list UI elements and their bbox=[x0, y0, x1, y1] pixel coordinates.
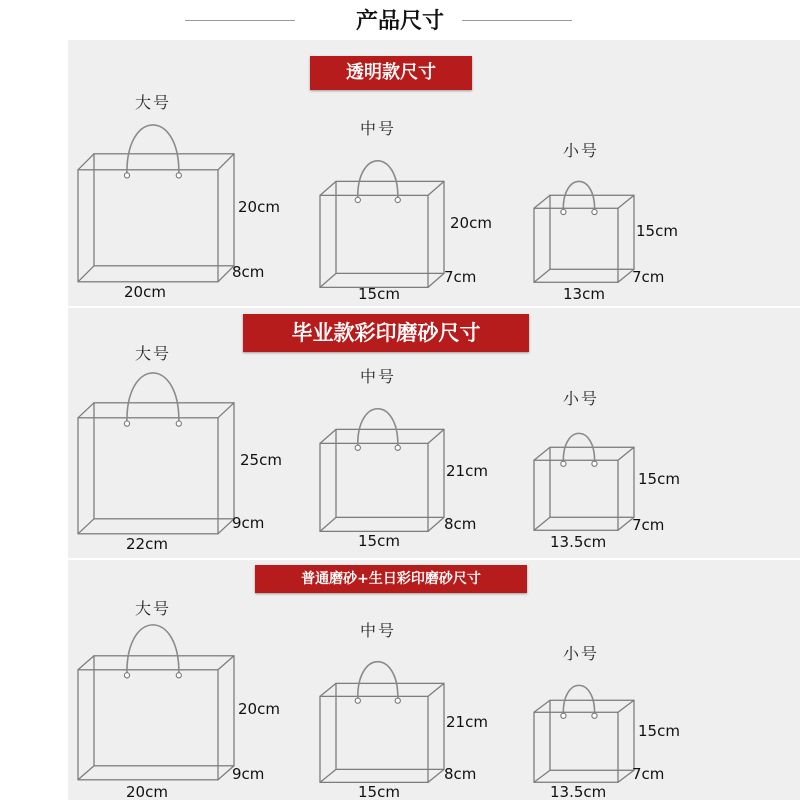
bag-handle-hole bbox=[592, 713, 597, 718]
bag-edge bbox=[218, 656, 234, 670]
bag-handle-hole bbox=[176, 673, 181, 678]
bag-edge bbox=[320, 429, 336, 443]
bag-height-dimension: 15cm bbox=[638, 722, 680, 740]
bag-handle-hole bbox=[395, 197, 400, 202]
bag-depth-dimension: 8cm bbox=[444, 515, 477, 533]
bag-depth-dimension: 8cm bbox=[232, 263, 265, 281]
bag-handle-hole bbox=[124, 421, 129, 426]
bag-edge bbox=[618, 447, 634, 460]
bag-height-dimension: 25cm bbox=[240, 451, 282, 469]
bag-size-label: 中号 bbox=[360, 367, 397, 386]
bag-edge bbox=[78, 766, 94, 780]
bag-edge bbox=[320, 769, 336, 782]
page-header bbox=[0, 0, 800, 40]
bag-width-dimension: 13cm bbox=[563, 285, 605, 303]
section-banner-frosted: 普通磨砂+生日彩印磨砂尺寸 bbox=[255, 565, 527, 593]
bag-edge bbox=[320, 517, 336, 531]
bag-front-panel bbox=[534, 712, 618, 782]
bag-edge bbox=[534, 770, 550, 782]
bag-height-dimension: 15cm bbox=[636, 222, 678, 240]
section-banner-graduation: 毕业款彩印磨砂尺寸 bbox=[243, 314, 529, 352]
bag-transparent-medium bbox=[316, 132, 448, 291]
bag-frosted-small bbox=[530, 661, 638, 786]
bag-edge bbox=[320, 683, 336, 696]
bag-edge bbox=[618, 700, 634, 712]
section-banner-transparent: 透明款尺寸 bbox=[310, 56, 472, 90]
bag-handle-hole bbox=[176, 173, 181, 178]
bag-handle-hole bbox=[176, 421, 181, 426]
bag-back-panel bbox=[94, 656, 234, 766]
bag-front-panel bbox=[78, 170, 218, 282]
bag-edge bbox=[534, 269, 550, 282]
bag-handle-hole bbox=[395, 698, 400, 703]
bag-edge bbox=[78, 656, 94, 670]
bag-frosted-large bbox=[74, 593, 238, 784]
page-title: 产品尺寸 bbox=[355, 9, 444, 34]
bag-size-label: 小号 bbox=[563, 389, 600, 408]
bag-edge bbox=[428, 181, 444, 195]
bag-edge bbox=[534, 447, 550, 460]
bag-depth-dimension: 9cm bbox=[232, 765, 265, 783]
bag-width-dimension: 15cm bbox=[358, 532, 400, 550]
bag-size-label: 大号 bbox=[135, 599, 172, 618]
bag-handle bbox=[358, 160, 398, 199]
bag-depth-dimension: 7cm bbox=[632, 268, 665, 286]
bag-front-panel bbox=[78, 670, 218, 780]
bag-width-dimension: 20cm bbox=[124, 283, 166, 301]
bag-height-dimension: 15cm bbox=[638, 470, 680, 488]
bag-edge bbox=[534, 517, 550, 530]
bag-edge bbox=[428, 273, 444, 287]
bag-handle bbox=[358, 661, 398, 700]
bag-transparent-small bbox=[530, 156, 638, 286]
bag-height-dimension: 21cm bbox=[446, 713, 488, 731]
bag-height-dimension: 20cm bbox=[238, 198, 280, 216]
bag-edge bbox=[618, 195, 634, 208]
bag-size-label: 大号 bbox=[135, 93, 172, 112]
bag-depth-dimension: 9cm bbox=[232, 514, 265, 532]
bag-handle bbox=[127, 373, 179, 424]
bag-size-label: 中号 bbox=[360, 119, 397, 138]
bag-handle-hole bbox=[561, 209, 566, 214]
bag-handle bbox=[127, 125, 179, 176]
bag-handle-hole bbox=[395, 445, 400, 450]
bag-size-label: 小号 bbox=[563, 644, 600, 663]
bag-size-label: 中号 bbox=[360, 621, 397, 640]
bag-edge bbox=[428, 517, 444, 531]
bag-handle-hole bbox=[124, 673, 129, 678]
bag-front-panel bbox=[78, 418, 218, 534]
bag-back-panel bbox=[94, 154, 234, 266]
bag-front-panel bbox=[534, 208, 618, 282]
bag-edge bbox=[218, 154, 234, 170]
bag-depth-dimension: 7cm bbox=[632, 516, 665, 534]
bag-handle-hole bbox=[561, 713, 566, 718]
bag-handle bbox=[563, 433, 594, 463]
bag-edge bbox=[78, 519, 94, 534]
bag-height-dimension: 20cm bbox=[450, 214, 492, 232]
bag-graduation-large bbox=[74, 340, 238, 538]
bag-height-dimension: 20cm bbox=[238, 700, 280, 718]
bag-edge bbox=[428, 769, 444, 782]
bag-height-dimension: 21cm bbox=[446, 462, 488, 480]
bag-edge bbox=[428, 683, 444, 696]
bag-edge bbox=[320, 181, 336, 195]
bag-edge bbox=[78, 266, 94, 282]
bag-graduation-small bbox=[530, 408, 638, 534]
bag-handle bbox=[358, 408, 398, 447]
bag-edge bbox=[78, 154, 94, 170]
bag-edge bbox=[534, 700, 550, 712]
bag-edge bbox=[534, 195, 550, 208]
bag-size-label: 大号 bbox=[135, 344, 172, 363]
bag-handle-hole bbox=[592, 461, 597, 466]
bag-width-dimension: 13.5cm bbox=[550, 783, 607, 801]
bag-handle-hole bbox=[355, 197, 360, 202]
bag-depth-dimension: 7cm bbox=[632, 765, 665, 783]
bag-handle bbox=[563, 181, 594, 212]
bag-depth-dimension: 8cm bbox=[444, 765, 477, 783]
bag-edge bbox=[78, 403, 94, 418]
bag-width-dimension: 20cm bbox=[126, 783, 168, 801]
bag-back-panel bbox=[94, 403, 234, 519]
bag-handle bbox=[127, 625, 179, 675]
bag-edge bbox=[320, 273, 336, 287]
bag-edge bbox=[218, 403, 234, 418]
bag-frosted-medium bbox=[316, 634, 448, 786]
bag-graduation-medium bbox=[316, 380, 448, 535]
bag-width-dimension: 15cm bbox=[358, 783, 400, 801]
bag-width-dimension: 15cm bbox=[358, 285, 400, 303]
bag-handle-hole bbox=[355, 698, 360, 703]
bag-width-dimension: 22cm bbox=[126, 535, 168, 553]
bag-handle-hole bbox=[124, 173, 129, 178]
bag-handle-hole bbox=[355, 445, 360, 450]
bag-size-label: 小号 bbox=[563, 141, 600, 160]
bag-depth-dimension: 7cm bbox=[444, 268, 477, 286]
bag-edge bbox=[428, 429, 444, 443]
bag-handle-hole bbox=[561, 461, 566, 466]
bag-handle-hole bbox=[592, 209, 597, 214]
bag-transparent-large bbox=[74, 91, 238, 286]
bag-width-dimension: 13.5cm bbox=[550, 533, 607, 551]
